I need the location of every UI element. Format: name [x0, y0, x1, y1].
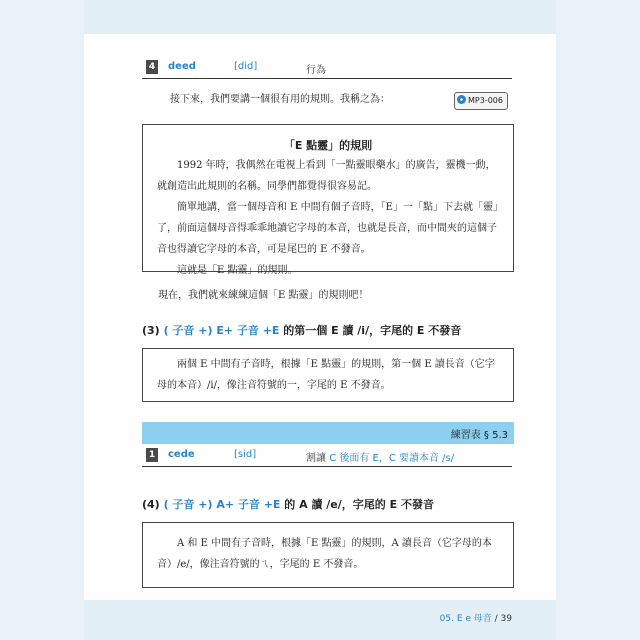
rule-paragraph-2: 簡單地講，當一個母音和 E 中間有個子音時，「E」一「點」下去就「靈」了，前面這個母音得乖乖地讀它字母的本音，也就是長音，而中間夾的這個子音也得讀它字母的本音，可是尾巴的 E 不發音。 — [157, 202, 498, 255]
footer-separator: / — [491, 614, 501, 624]
heading-number: (4) — [142, 498, 160, 511]
heading-formula: ( 子音 +) E+ 子音 +E — [163, 324, 280, 337]
mp3-badge[interactable] — [454, 92, 508, 110]
heading-number: (3) — [142, 324, 160, 337]
page-footer — [440, 611, 512, 624]
heading-formula: ( 子音 +) A+ 子音 +E — [163, 498, 281, 511]
page-number: 39 — [500, 614, 512, 624]
footer-chapter: 05. E e 母音 — [439, 614, 492, 624]
vocab-row-deed — [142, 58, 512, 79]
vocab-row-cede — [142, 446, 512, 467]
cd-icon — [457, 95, 466, 104]
explanation-text-3: 兩個 E 中間有子音時，根據「E 點靈」的規則，第一個 E 讀長音（它字母的本音）/i/，像注音符號的一，字尾的 E 不發音。 — [157, 359, 495, 391]
row-number: 4 — [146, 60, 158, 74]
rule-paragraph-3: 這就是「E 點靈」的規則。 — [177, 265, 298, 276]
vocab-ipa: [sid] — [234, 449, 257, 460]
exercise-label: 練習表 § 5.3 — [450, 430, 508, 441]
vocab-word: cede — [168, 449, 195, 460]
explanation-box-3 — [142, 348, 514, 402]
practice-text: 現在，我們就來練練這個「E 點靈」的規則吧！ — [158, 290, 369, 301]
vocab-ipa: [did] — [234, 61, 258, 72]
exercise-bar — [142, 422, 514, 444]
heading-rest: 的 A 讀 /e/，字尾的 E 不發音 — [280, 498, 434, 511]
row-number: 1 — [146, 448, 158, 462]
explanation-box-4 — [142, 522, 514, 588]
intro-text: 接下來，我們要講一個很有用的規則。我稱之為： — [170, 94, 390, 105]
vocab-meaning — [306, 449, 454, 464]
mp3-label: MP3-006 — [468, 96, 503, 105]
heading-rest: 的第一個 E 讀 /i/，字尾的 E 不發音 — [279, 324, 462, 337]
meaning-main: 割讓 — [306, 453, 330, 464]
section-heading-4 — [142, 496, 434, 512]
rule-paragraph-1: 1992 年時，我偶然在電視上看到「一點靈眼藥水」的廣告，靈機一動，就創造出此規則的名稱。同學們都覺得很容易記。 — [157, 160, 496, 192]
rule-title: 「E 點靈」的規則 — [283, 139, 373, 152]
explanation-text-4: A 和 E 中間有子音時，根據「E 點靈」的規則，A 讀長音（它字母的本音）/e/，像注音符號的ㄟ，字尾的 E 不發音。 — [157, 538, 492, 570]
section-heading-3 — [142, 322, 461, 338]
top-margin-strip — [84, 0, 556, 34]
vocab-meaning: 行為 — [306, 65, 326, 76]
vocab-word: deed — [168, 61, 196, 72]
rule-box — [142, 124, 514, 276]
meaning-note: C 後面有 E，C 要讀本音 /s/ — [329, 453, 455, 464]
book-page — [84, 0, 556, 640]
